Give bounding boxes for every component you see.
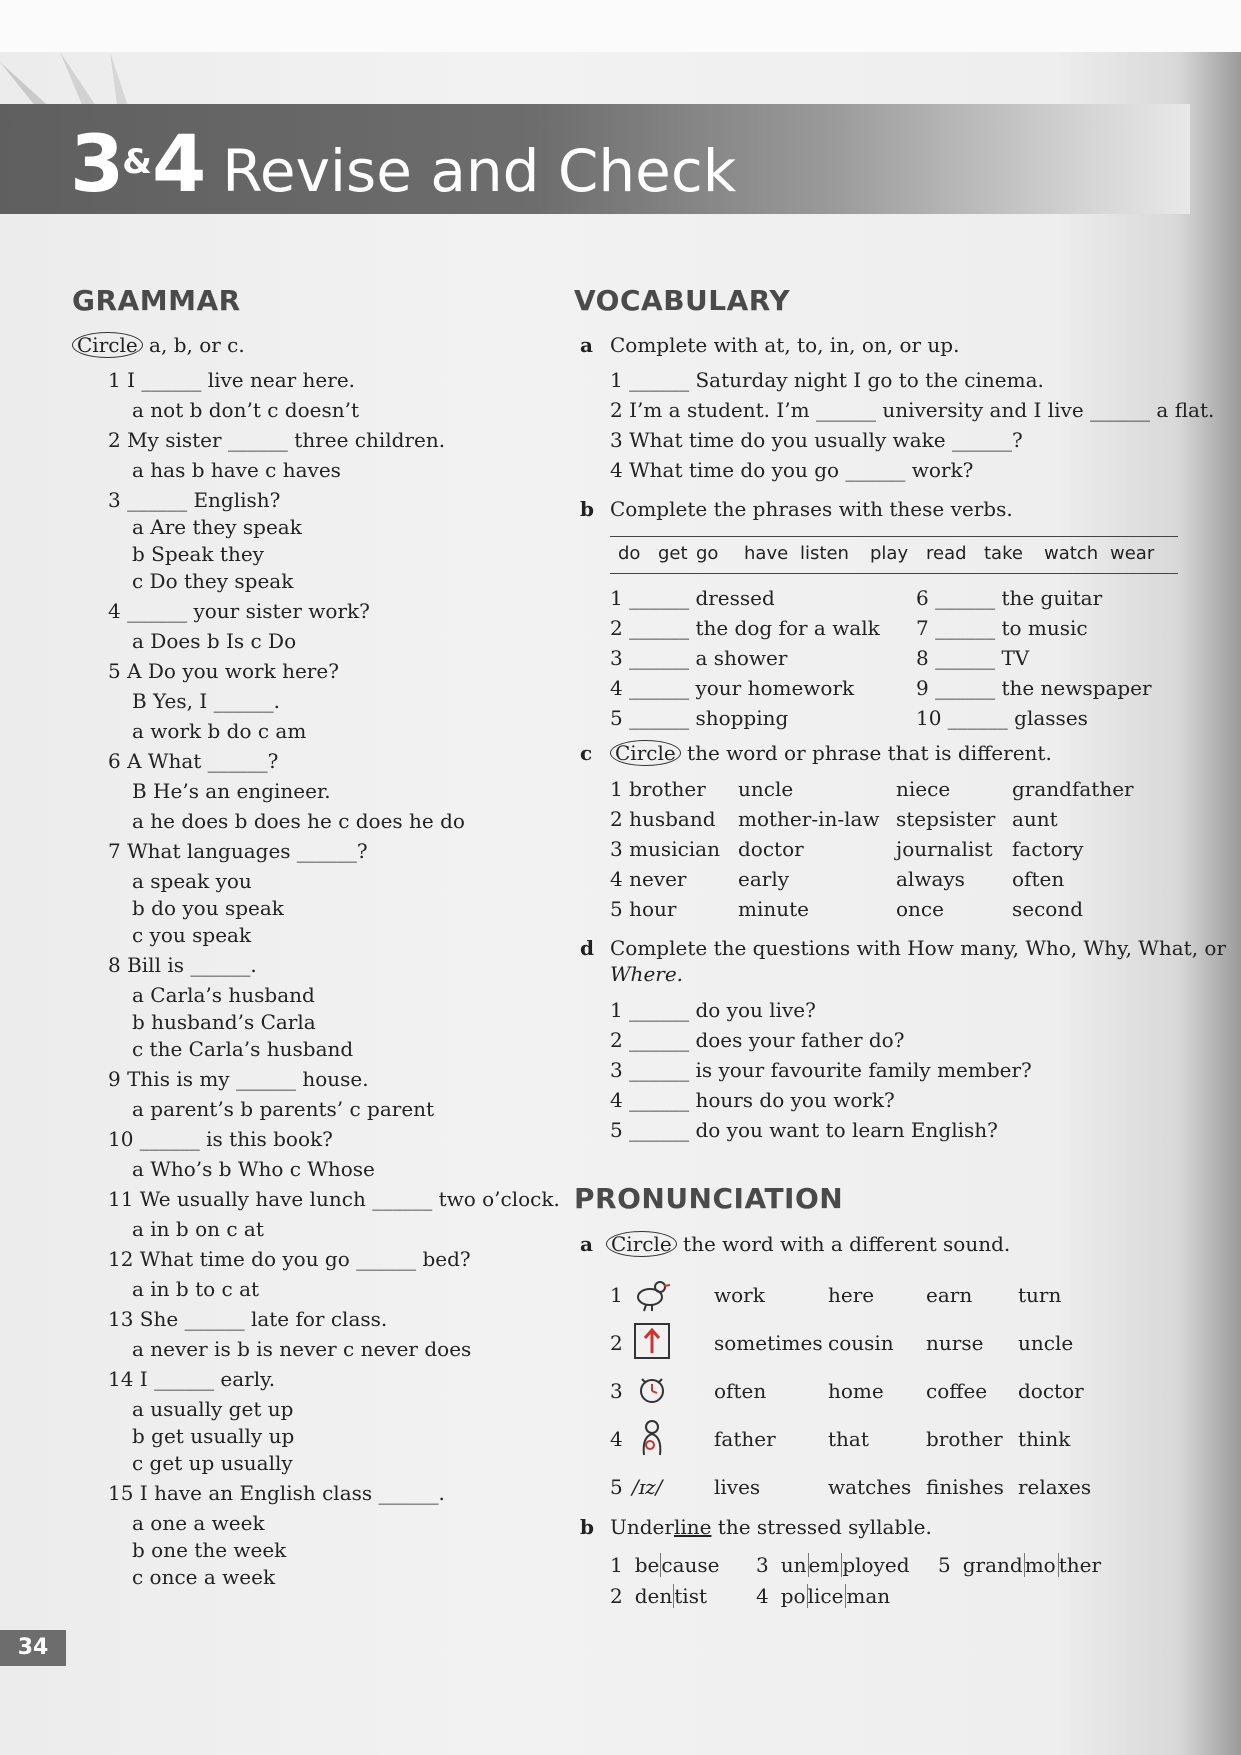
pron-word: coffee [926,1379,988,1403]
vocab-c-cell: 2 husband [610,807,716,831]
grammar-option: c get up usually [132,1451,293,1475]
verb-word: wear [1110,543,1155,564]
syllable: tist [674,1584,707,1608]
syllable: un [780,1553,807,1577]
vocab-c-cell: 5 hour [610,897,677,921]
grammar-option: a work b do c am [132,719,307,743]
stress-item-number: 4 [756,1584,769,1608]
syllable: lice [807,1584,844,1608]
bird-icon [632,1273,672,1313]
grammar-question: 8 Bill is ______. [108,953,257,977]
pron-word: often [714,1379,767,1403]
vocab-d-instruction-2: Where. [610,962,684,986]
grammar-option: B Yes, I ______. [132,689,280,713]
grammar-question: 2 My sister ______ three children. [108,428,446,452]
pron-word: uncle [1018,1331,1074,1355]
syllable: em [808,1553,840,1577]
vocab-c-cell: journalist [896,837,993,861]
pron-row-number: 2 [610,1331,623,1355]
grammar-option: b husband’s Carla [132,1010,316,1034]
pron-a-instruction: Circle the word with a different sound. [606,1232,1010,1256]
verb-word: listen [800,543,849,564]
grammar-question: 3 ______ English? [108,488,281,512]
vocab-d-instruction-1: Complete the questions with How many, Who, Why, What, or [610,936,1227,960]
grammar-option: a Carla’s husband [132,983,315,1007]
grammar-option: a in b on c at [132,1217,264,1241]
vocab-b-item: 4 ______ your homework [610,676,855,700]
grammar-question: 9 This is my ______ house. [108,1067,369,1091]
page-title: 3&4 Revise and Check [70,120,737,210]
grammar-option: b do you speak [132,896,284,920]
grammar-option: b get usually up [132,1424,295,1448]
grammar-question: 6 A What ______? [108,749,279,773]
grammar-question: 10 ______ is this book? [108,1127,333,1151]
grammar-option: a one a week [132,1511,265,1535]
grammar-question: 12 What time do you go ______ bed? [108,1247,471,1271]
grammar-option: a not b don’t c doesn’t [132,398,360,422]
vocab-c-cell: factory [1012,837,1084,861]
grammar-instruction: Circle a, b, or c. [72,333,245,357]
vocab-d-letter: d [580,936,594,960]
vocab-b-item: 3 ______ a shower [610,646,788,670]
pron-b-instruction: Underline the stressed syllable. [610,1515,932,1539]
verb-word: do [618,543,641,564]
vocab-c-cell: aunt [1012,807,1058,831]
grammar-question: 4 ______ your sister work? [108,599,370,623]
grammar-heading: GRAMMAR [72,284,241,317]
vocabulary-heading: VOCABULARY [574,284,791,317]
grammar-option: a never is b is never c never does [132,1337,472,1361]
vocab-b-item: 5 ______ shopping [610,706,789,730]
syllable: mo [1024,1553,1056,1577]
vocab-c-cell: niece [896,777,951,801]
vocab-c-cell: always [896,867,965,891]
verb-word: get [658,543,688,564]
verb-box [610,536,1178,574]
syllable: po [780,1584,806,1608]
decorative-rays [0,52,160,112]
pron-word: relaxes [1018,1475,1092,1499]
grammar-question: 15 I have an English class ______. [108,1481,445,1505]
vocab-a-instruction: Complete with at, to, in, on, or up. [610,333,960,357]
pron-row-number: 3 [610,1379,623,1403]
vocab-c-cell: uncle [738,777,794,801]
pron-word: earn [926,1283,973,1307]
pron-word: home [828,1379,884,1403]
pron-word: lives [714,1475,761,1499]
grammar-option: b one the week [132,1538,287,1562]
vocab-a-item: 1 ______ Saturday night I go to the cinema. [610,368,1044,392]
grammar-question: 13 She ______ late for class. [108,1307,388,1331]
vocab-d-item: 2 ______ does your father do? [610,1028,905,1052]
verb-word: take [984,543,1023,564]
syllable: ployed [842,1553,910,1577]
vocab-b-letter: b [580,497,594,521]
stress-word [610,1584,708,1608]
grammar-option: c Do they speak [132,569,294,593]
stress-item-number: 2 [610,1584,623,1608]
vocab-b-item: 7 ______ to music [916,616,1088,640]
verb-word: go [696,543,719,564]
grammar-option: a Are they speak [132,515,302,539]
vocab-a-item: 2 I’m a student. I’m ______ university and I live ______ a flat. [610,398,1215,422]
vocab-b-item: 1 ______ dressed [610,586,775,610]
vocab-c-cell: once [896,897,944,921]
vocab-a-item: 4 What time do you go ______ work? [610,458,974,482]
stress-item-number: 3 [756,1553,769,1577]
grammar-option: a in b to c at [132,1277,260,1301]
stress-word [756,1584,891,1608]
ipa-symbol: /ɪz/ [632,1475,663,1499]
pron-word: turn [1018,1283,1062,1307]
grammar-option: a Who’s b Who c Whose [132,1157,375,1181]
pron-b-letter: b [580,1515,594,1539]
pron-word: sometimes [714,1331,823,1355]
grammar-option: a has b have c haves [132,458,341,482]
vocab-b-item: 9 ______ the newspaper [916,676,1152,700]
pron-word: cousin [828,1331,894,1355]
grammar-option: a speak you [132,869,252,893]
pron-word: finishes [926,1475,1004,1499]
vocab-c-cell: doctor [738,837,804,861]
grammar-option: c you speak [132,923,252,947]
grammar-question: 11 We usually have lunch ______ two o’clock. [108,1187,560,1211]
vocab-c-cell: mother-in-law [738,807,880,831]
grammar-question: 5 A Do you work here? [108,659,339,683]
vocab-c-instruction: Circle the word or phrase that is different. [610,741,1052,765]
pron-word: think [1018,1427,1071,1451]
vocab-c-cell: minute [738,897,809,921]
vocab-c-cell: 3 musician [610,837,720,861]
pron-row-number: 5 [610,1475,623,1499]
vocab-c-cell: early [738,867,790,891]
pron-row-number: 1 [610,1283,623,1307]
syllable: den [634,1584,673,1608]
stress-item-number: 5 [938,1553,951,1577]
verb-word: read [926,543,967,564]
syllable: cause [661,1553,720,1577]
stress-word [938,1553,1102,1577]
stress-word [610,1553,720,1577]
verb-word: watch [1044,543,1099,564]
grammar-option: c the Carla’s husband [132,1037,354,1061]
stress-word [756,1553,911,1577]
vocab-c-letter: c [580,741,593,765]
grammar-option: B He’s an engineer. [132,779,331,803]
up-arrow-icon [632,1321,672,1361]
clock-icon [632,1369,672,1409]
page-number: 34 [0,1630,66,1666]
grammar-option: a he does b does he c does he do [132,809,465,833]
pron-a-letter: a [580,1232,593,1256]
grammar-option: a usually get up [132,1397,294,1421]
vocab-c-cell: grandfather [1012,777,1134,801]
grammar-question: 1 I ______ live near here. [108,368,356,392]
grammar-option: a parent’s b parents’ c parent [132,1097,435,1121]
vocab-d-item: 4 ______ hours do you work? [610,1088,895,1112]
vocab-c-cell: second [1012,897,1084,921]
grammar-option: b Speak they [132,542,264,566]
vocab-d-item: 3 ______ is your favourite family member? [610,1058,1032,1082]
pronunciation-heading: PRONUNCIATION [574,1182,844,1215]
pron-word: here [828,1283,875,1307]
vocab-a-letter: a [580,333,593,357]
pron-word: brother [926,1427,1003,1451]
vocab-b-item: 10 ______ glasses [916,706,1088,730]
vocab-c-cell: 1 brother [610,777,706,801]
stress-item-number: 1 [610,1553,623,1577]
vocab-b-item: 6 ______ the guitar [916,586,1103,610]
pron-row-number: 4 [610,1427,623,1451]
vocab-b-item: 2 ______ the dog for a walk [610,616,880,640]
syllable: be [634,1553,660,1577]
pron-word: nurse [926,1331,984,1355]
vocab-d-item: 5 ______ do you want to learn English? [610,1118,998,1142]
vocab-b-instruction: Complete the phrases with these verbs. [610,497,1013,521]
pron-word: father [714,1427,776,1451]
grammar-question: 7 What languages ______? [108,839,368,863]
syllable: grand [962,1553,1023,1577]
mother-icon [632,1417,672,1457]
grammar-option: a Does b Is c Do [132,629,297,653]
vocab-c-cell: often [1012,867,1065,891]
vocab-d-item: 1 ______ do you live? [610,998,816,1022]
pron-word: work [714,1283,765,1307]
verb-word: have [744,543,789,564]
vocab-a-item: 3 What time do you usually wake ______? [610,428,1023,452]
vocab-b-item: 8 ______ TV [916,646,1030,670]
grammar-option: c once a week [132,1565,276,1589]
pron-word: doctor [1018,1379,1084,1403]
verb-word: play [870,543,909,564]
pron-word: watches [828,1475,912,1499]
syllable: ther [1058,1553,1102,1577]
top-margin [0,0,1241,52]
grammar-question: 14 I ______ early. [108,1367,276,1391]
vocab-c-cell: 4 never [610,867,687,891]
pron-word: that [828,1427,869,1451]
vocab-c-cell: stepsister [896,807,996,831]
syllable: man [846,1584,891,1608]
